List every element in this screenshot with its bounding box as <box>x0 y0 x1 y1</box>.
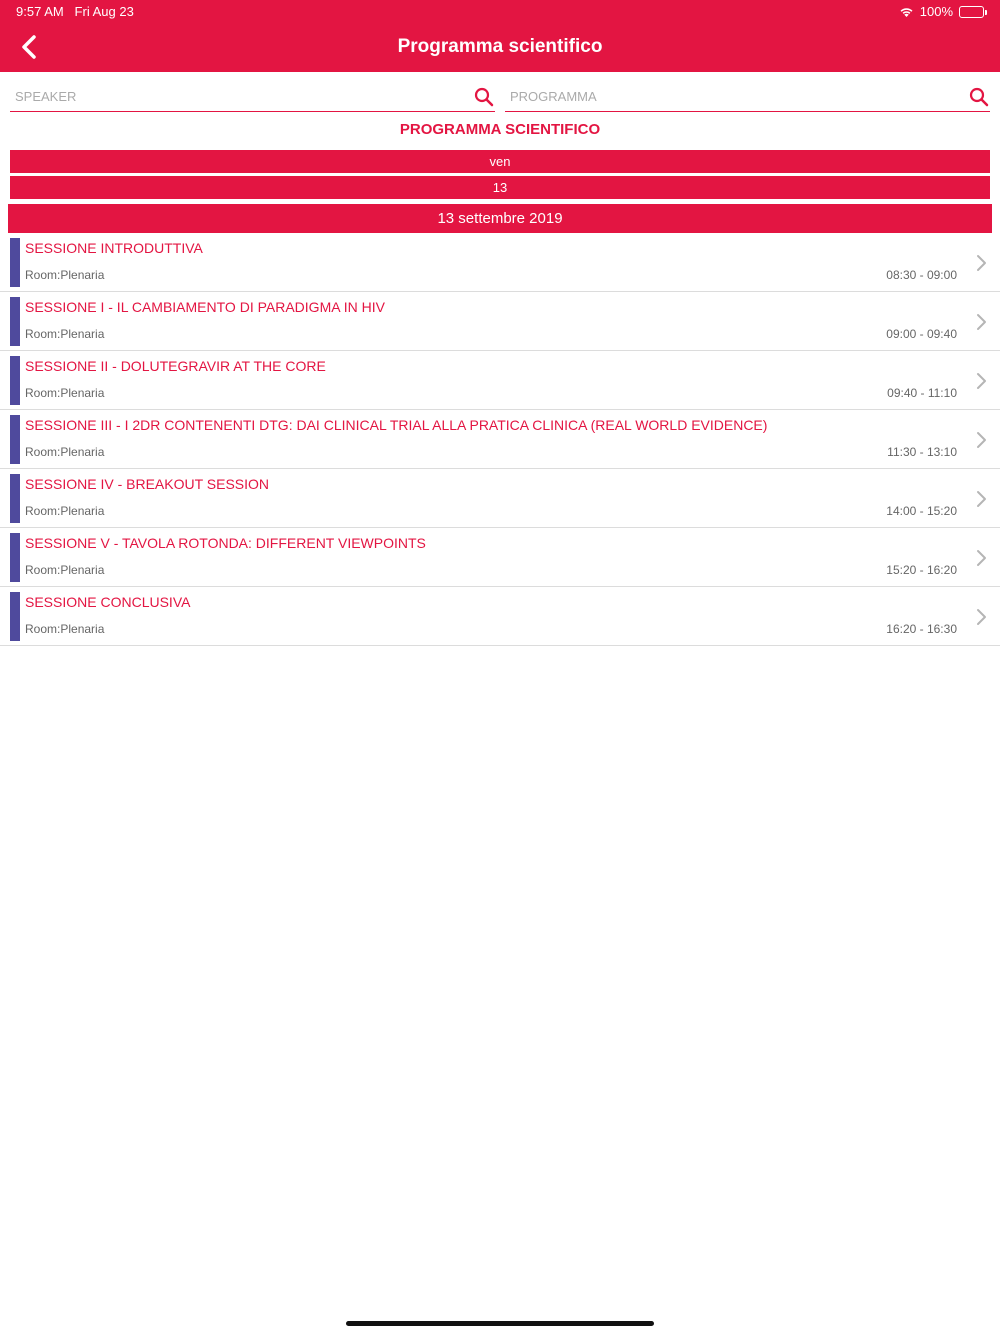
session-color-bar <box>10 297 20 346</box>
session-room: Room:Plenaria <box>25 563 105 577</box>
session-list <box>0 233 1000 646</box>
session-time: 16:20 - 16:30 <box>886 622 957 636</box>
status-date-text: Fri Aug 23 <box>74 4 134 19</box>
status-time-text: 9:57 AM <box>16 4 64 19</box>
session-row[interactable] <box>0 292 1000 351</box>
session-time: 15:20 - 16:20 <box>886 563 957 577</box>
page-title: Programma scientifico <box>397 36 603 57</box>
wifi-icon <box>899 6 914 17</box>
session-title: SESSIONE III - I 2DR CONTENENTI DTG: DAI CLINICAL TRIAL ALLA PRATICA CLINICA (REAL WORLD EVIDENCE) <box>25 417 768 433</box>
session-color-bar <box>10 415 20 464</box>
chevron-right-icon <box>974 548 988 568</box>
chevron-right-icon <box>974 253 988 273</box>
session-time: 14:00 - 15:20 <box>886 504 957 518</box>
session-title: SESSIONE CONCLUSIVA <box>25 594 191 610</box>
chevron-right-icon <box>974 430 988 450</box>
chevron-right-icon <box>974 489 988 509</box>
session-color-bar <box>10 356 20 405</box>
search-icon[interactable] <box>473 86 495 108</box>
session-row[interactable] <box>0 528 1000 587</box>
session-row[interactable] <box>0 233 1000 292</box>
session-room: Room:Plenaria <box>25 445 105 459</box>
session-row[interactable] <box>0 410 1000 469</box>
session-title: SESSIONE V - TAVOLA ROTONDA: DIFFERENT VIEWPOINTS <box>25 535 426 551</box>
session-row[interactable] <box>0 587 1000 646</box>
session-color-bar <box>10 238 20 287</box>
day-number-tab[interactable]: 13 <box>10 176 990 199</box>
programma-search-placeholder: PROGRAMMA <box>510 89 597 104</box>
speaker-search-field[interactable] <box>10 82 495 112</box>
session-color-bar <box>10 474 20 523</box>
session-room: Room:Plenaria <box>25 327 105 341</box>
search-icon[interactable] <box>968 86 990 108</box>
session-time: 09:40 - 11:10 <box>887 386 957 400</box>
session-color-bar <box>10 533 20 582</box>
session-room: Room:Plenaria <box>25 386 105 400</box>
session-title: SESSIONE II - DOLUTEGRAVIR AT THE CORE <box>25 358 326 374</box>
session-time: 08:30 - 09:00 <box>886 268 957 282</box>
session-row[interactable] <box>0 351 1000 410</box>
day-weekday-tab[interactable]: ven <box>10 150 990 173</box>
status-bar-time <box>16 4 134 19</box>
chevron-right-icon <box>974 607 988 627</box>
chevron-right-icon <box>974 371 988 391</box>
session-row[interactable] <box>0 469 1000 528</box>
status-bar-right <box>899 4 984 19</box>
session-color-bar <box>10 592 20 641</box>
session-time: 09:00 - 09:40 <box>886 327 957 341</box>
battery-icon <box>959 6 984 18</box>
session-title: SESSIONE INTRODUTTIVA <box>25 240 203 256</box>
home-indicator[interactable] <box>346 1321 654 1326</box>
navigation-bar <box>0 0 1000 72</box>
date-header: 13 settembre 2019 <box>8 204 992 233</box>
section-title: PROGRAMMA SCIENTIFICO <box>399 121 601 138</box>
programma-search-field[interactable] <box>505 82 990 112</box>
chevron-right-icon <box>974 312 988 332</box>
speaker-search-placeholder: SPEAKER <box>15 89 77 104</box>
session-time: 11:30 - 13:10 <box>887 445 957 459</box>
session-title: SESSIONE I - IL CAMBIAMENTO DI PARADIGMA IN HIV <box>25 299 385 315</box>
session-title: SESSIONE IV - BREAKOUT SESSION <box>25 476 270 492</box>
session-room: Room:Plenaria <box>25 504 105 518</box>
session-room: Room:Plenaria <box>25 622 105 636</box>
session-room: Room:Plenaria <box>25 268 105 282</box>
battery-percent: 100% <box>919 4 953 19</box>
